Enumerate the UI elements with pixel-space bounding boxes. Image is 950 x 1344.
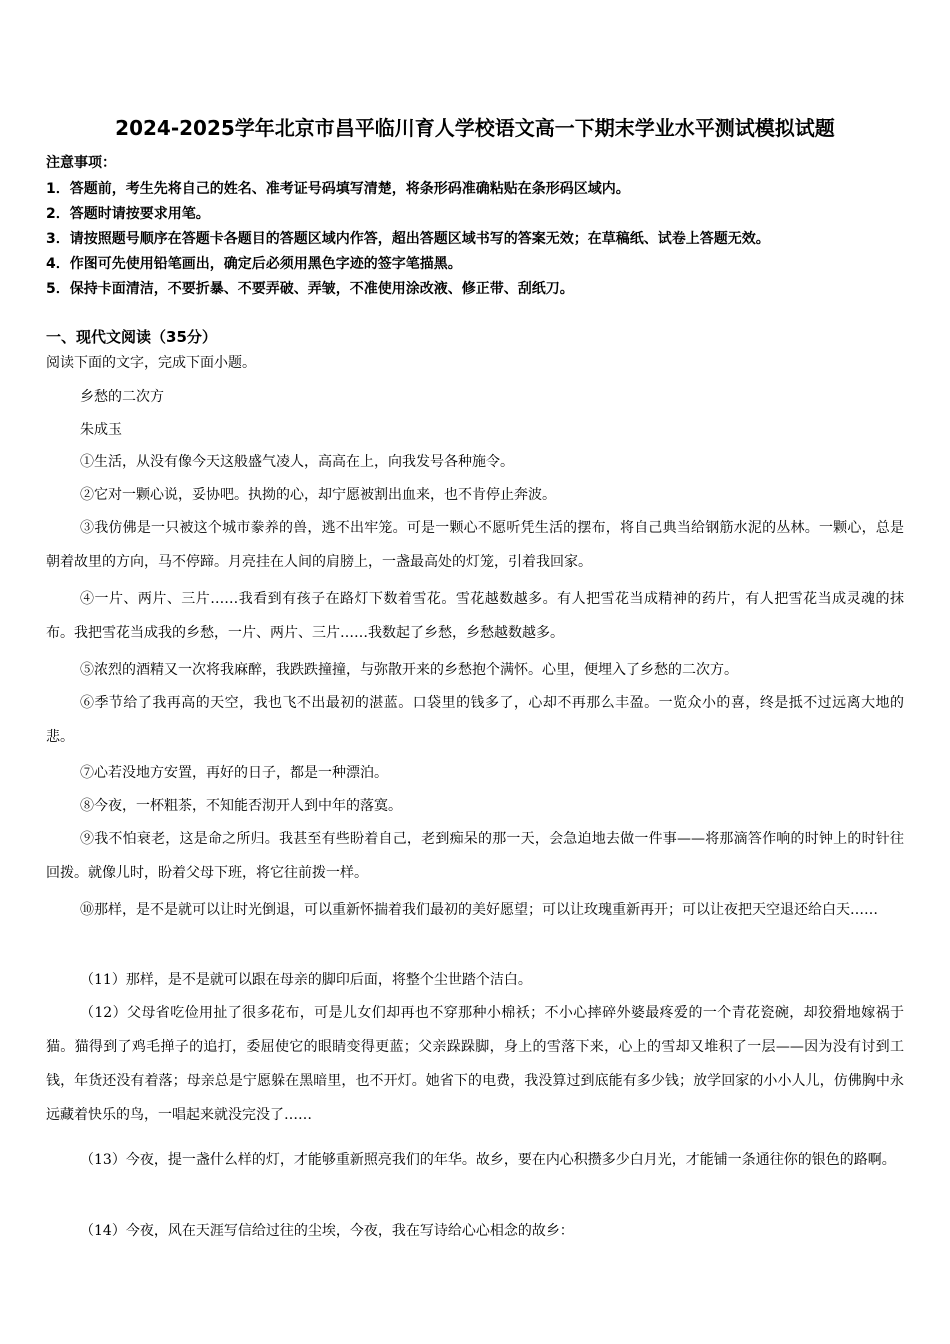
article-paragraph: ⑩那样，是不是就可以让时光倒退，可以重新怀揣着我们最初的美好愿望；可以让玫瑰重新再开；可以让夜把天空退还给白天…… [80, 902, 878, 918]
page-title: 2024-2025学年北京市昌平临川育人学校语文高一下期末学业水平测试模拟试题 [115, 116, 835, 140]
article-author: 朱成玉 [80, 422, 122, 438]
article-paragraph: （11）那样，是不是就可以跟在母亲的脚印后面，将整个尘世踏个洁白。 [80, 972, 532, 988]
article-paragraph: ③我仿佛是一只被这个城市豢养的兽，逃不出牢笼。可是一颗心不愿听凭生活的摆布，将自己典当给钢筋水泥的丛林。一颗心，总是朝着故里的方向，马不停蹄。月亮挂在人间的肩膀上，一盏最高处的灯笼，引着我回家。 [46, 520, 904, 570]
note-item: 3．请按照题号顺序在答题卡各题目的答题区域内作答，超出答题区域书写的答案无效；在草稿纸、试卷上答题无效。 [46, 231, 770, 247]
article-paragraph: ⑥季节给了我再高的天空，我也飞不出最初的湛蓝。口袋里的钱多了，心却不再那么丰盈。一览众小的喜，终是抵不过远离大地的悲。 [46, 695, 904, 745]
article-paragraph: ⑨我不怕衰老，这是命之所归。我甚至有些盼着自己，老到痴呆的那一天，会急迫地去做一件事——将那滴答作响的时钟上的时针往回拨。就像儿时，盼着父母下班，将它往前拨一样。 [46, 831, 904, 881]
article-paragraph: （12）父母省吃俭用扯了很多花布，可是儿女们却再也不穿那种小棉袄；不小心摔碎外婆最疼爱的一个青花瓷碗，却狡猾地嫁祸于猫。猫得到了鸡毛掸子的追打，委屈使它的眼睛变得更蓝；父亲跺跺脚，身上的雪落下来，心上的雪却又堆积了一层——因为没有讨到工钱，年货还没有着落；母亲总是宁愿躲在黑暗里，也不开灯。她省下的电费，我没算过到底能有多少钱；放学回家的小小人儿，仿佛胸中永远藏着快乐的鸟，一唱起来就没完没了…… [46, 1005, 904, 1123]
article-paragraph: ②它对一颗心说，妥协吧。执拗的心，却宁愿被割出血来，也不肯停止奔波。 [80, 487, 556, 503]
notes-heading: 注意事项： [46, 155, 116, 171]
article-paragraph: ⑤浓烈的酒精又一次将我麻醉，我跌跌撞撞，与弥散开来的乡愁抱个满怀。心里，便埋入了乡愁的二次方。 [80, 662, 738, 678]
article-paragraph: ⑦心若没地方安置，再好的日子，都是一种漂泊。 [80, 765, 388, 781]
note-item: 5．保持卡面清洁，不要折暴、不要弄破、弄皱，不准使用涂改液、修正带、刮纸刀。 [46, 281, 574, 297]
section-intro: 阅读下面的文字，完成下面小题。 [46, 355, 256, 371]
article-paragraph: ①生活，从没有像今天这般盛气凌人，高高在上，向我发号各种施令。 [80, 454, 514, 470]
note-item: 1．答题前，考生先将自己的姓名、准考证号码填写清楚，将条形码准确粘贴在条形码区域内。 [46, 181, 630, 197]
article-title: 乡愁的二次方 [80, 389, 164, 405]
article-paragraph: ⑧今夜，一杯粗茶，不知能否沏开人到中年的落寞。 [80, 798, 402, 814]
section-heading: 一、现代文阅读（35分） [46, 328, 217, 346]
note-item: 4．作图可先使用铅笔画出，确定后必须用黑色字迹的签字笔描黑。 [46, 256, 462, 272]
article-paragraph: ④一片、两片、三片……我看到有孩子在路灯下数着雪花。雪花越数越多。有人把雪花当成精神的药片，有人把雪花当成灵魂的抹布。我把雪花当成我的乡愁，一片、两片、三片……我数起了乡愁，乡愁越数越多。 [46, 591, 904, 641]
article-paragraph: （14）今夜，风在天涯写信给过往的尘埃，今夜，我在写诗给心心相念的故乡： [80, 1223, 574, 1239]
note-item: 2．答题时请按要求用笔。 [46, 206, 210, 222]
article-paragraph: （13）今夜，提一盏什么样的灯，才能够重新照亮我们的年华。故乡，要在内心积攒多少白月光，才能铺一条通往你的银色的路啊。 [80, 1152, 896, 1168]
